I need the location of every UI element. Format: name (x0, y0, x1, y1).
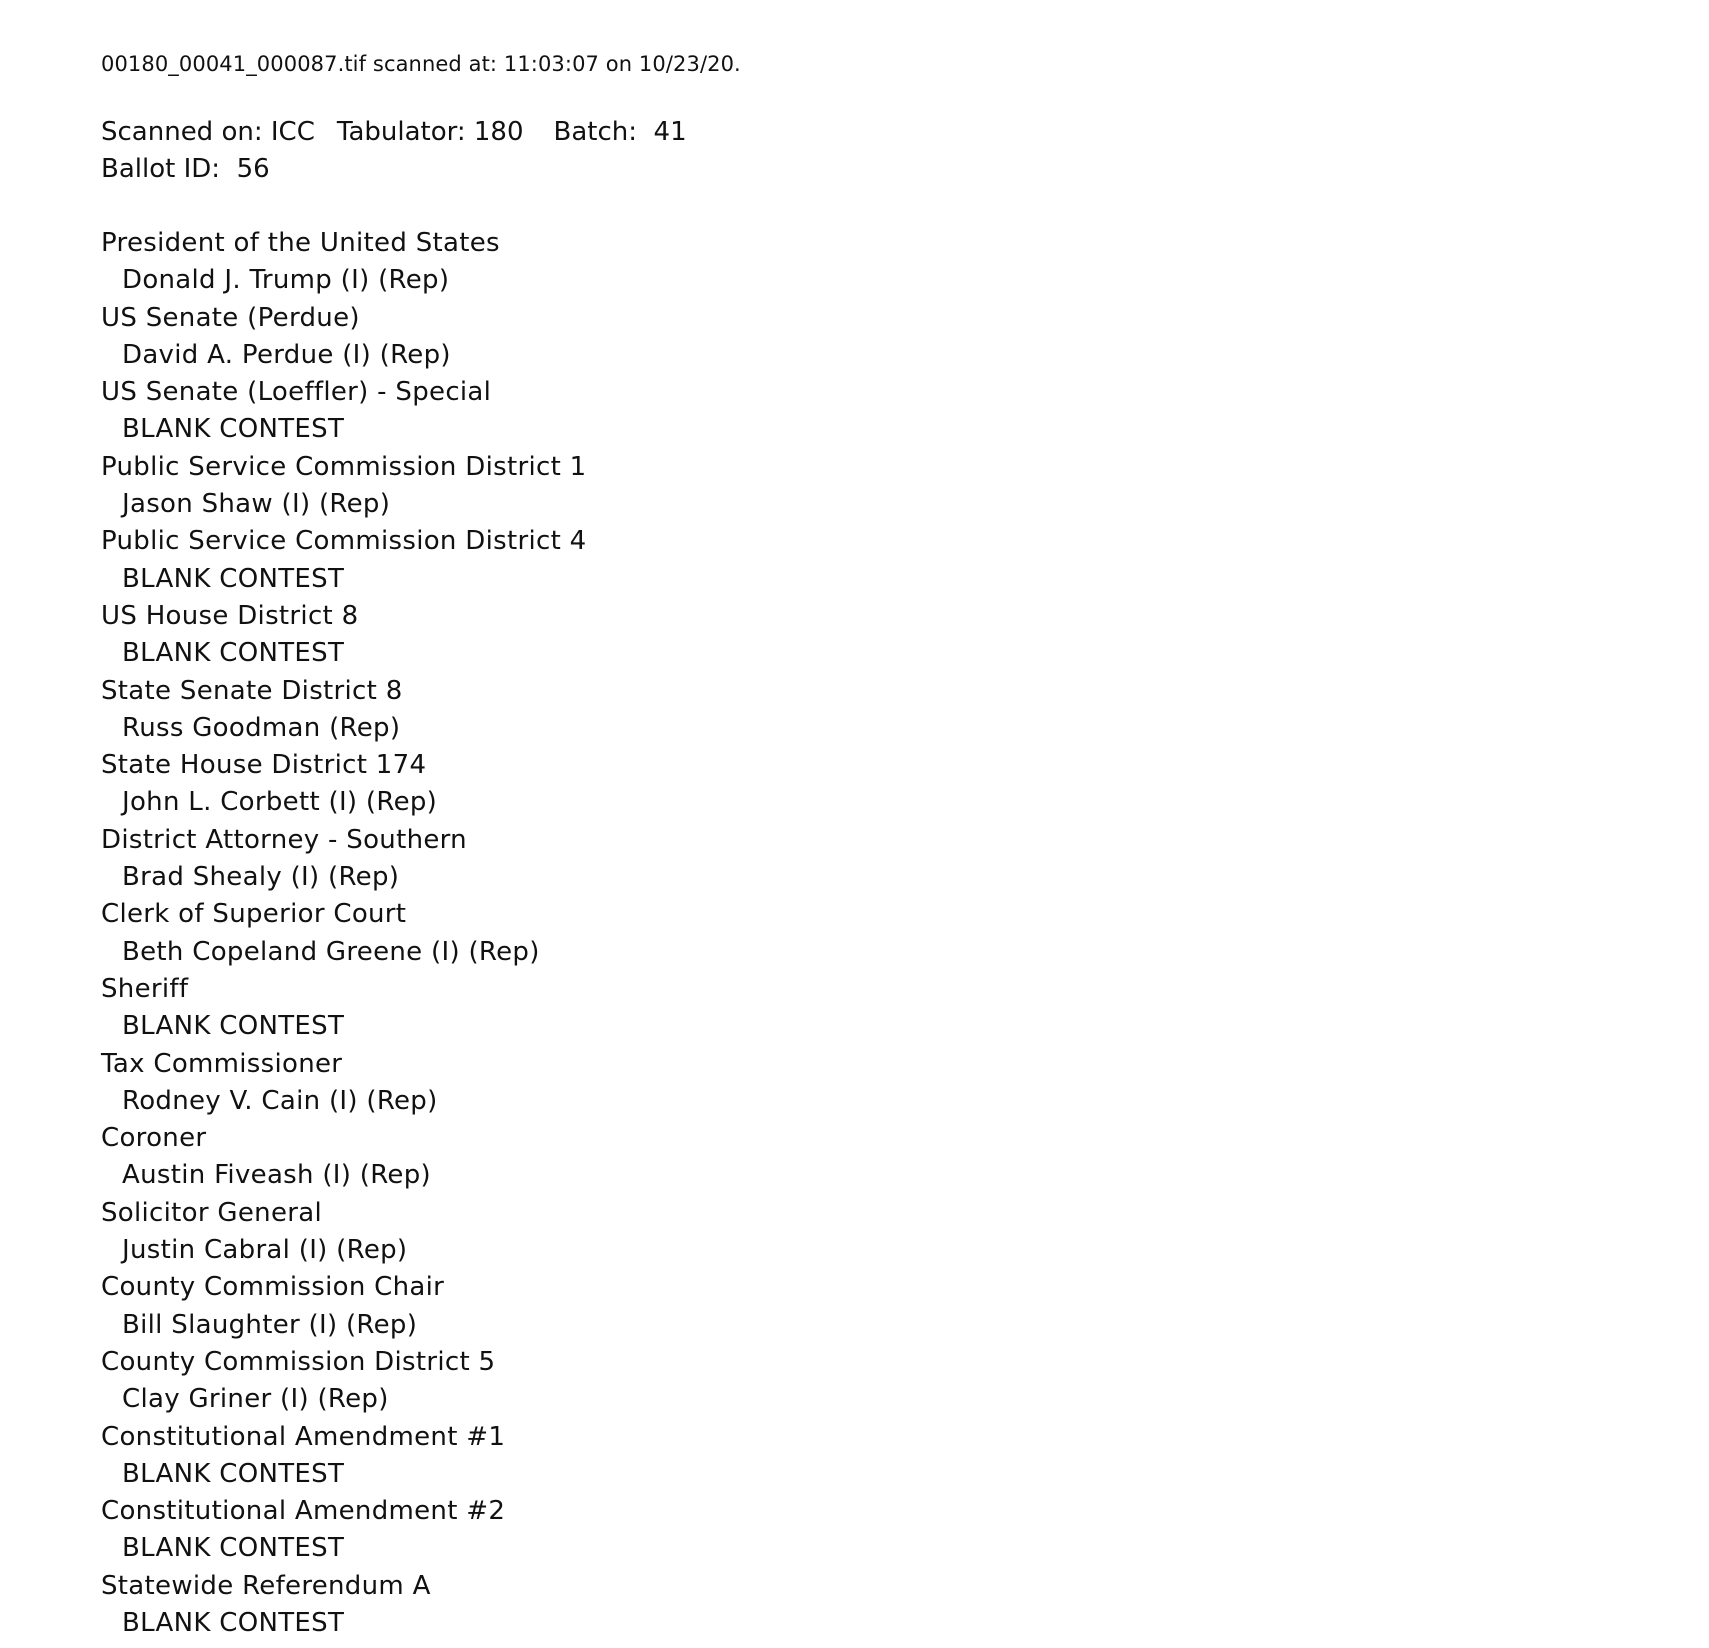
contest-choice: Beth Copeland Greene (I) (Rep) (122, 936, 540, 967)
contest-title: Clerk of Superior Court (101, 899, 407, 930)
ballot-meta (101, 114, 1601, 188)
ballot-id-label: Ballot ID: (101, 154, 221, 184)
contest-title: Constitutional Amendment #2 (101, 1496, 506, 1527)
contest-choice: Brad Shealy (I) (Rep) (122, 862, 400, 893)
contest-title: County Commission Chair (101, 1272, 445, 1303)
scan-date: 10/23/20. (638, 52, 741, 76)
contest-title: Coroner (101, 1123, 207, 1154)
contest-title: Public Service Commission District 4 (101, 526, 587, 557)
meta-row-ballot (101, 151, 1601, 188)
contest-choice: Clay Griner (I) (Rep) (122, 1384, 389, 1415)
contest-title: Sheriff (101, 973, 189, 1004)
contest-choice: BLANK CONTEST (122, 1533, 345, 1564)
contest-choice: BLANK CONTEST (122, 563, 345, 594)
batch-value: 41 (653, 117, 687, 147)
contest-choice: Justin Cabral (I) (Rep) (122, 1235, 408, 1266)
contest-title: County Commission District 5 (101, 1346, 496, 1377)
contest-title: State House District 174 (101, 750, 427, 781)
contest-choice: BLANK CONTEST (122, 1011, 345, 1042)
contest-title: Statewide Referendum A (101, 1570, 431, 1601)
tabulator-value: 180 (473, 117, 524, 147)
contest-choice: BLANK CONTEST (122, 1458, 345, 1489)
contest-choice: BLANK CONTEST (122, 638, 345, 669)
contest-title: US Senate (Loeffler) - Special (101, 377, 492, 408)
contest-choice: Russ Goodman (Rep) (122, 712, 401, 743)
contest-choice: Donald J. Trump (I) (Rep) (122, 265, 450, 296)
contest-title: Tax Commissioner (101, 1048, 343, 1079)
contest-title: President of the United States (101, 228, 500, 258)
contest-choice: BLANK CONTEST (122, 1607, 345, 1638)
contest-choice: David A. Perdue (I) (Rep) (122, 339, 451, 370)
contest-title: State Senate District 8 (101, 675, 403, 706)
contest-title: US Senate (Perdue) (101, 302, 360, 333)
contest-title: Public Service Commission District 1 (101, 451, 587, 482)
contest-title: District Attorney - Southern (101, 824, 467, 855)
ballot-report-page (101, 50, 1601, 1642)
contest-choice: Austin Fiveash (I) (Rep) (122, 1160, 431, 1191)
contest-title: Constitutional Amendment #1 (101, 1421, 506, 1452)
contest-choice: Jason Shaw (I) (Rep) (122, 489, 391, 520)
scan-on-label: on (605, 52, 633, 76)
scanned-on-label: Scanned on: (101, 117, 263, 147)
contest-list (101, 225, 1601, 1642)
meta-row-scan (101, 114, 1601, 151)
scan-filename: 00180_00041_000087.tif (101, 52, 367, 76)
contest-choice: Bill Slaughter (I) (Rep) (122, 1309, 418, 1340)
contest-title: Solicitor General (101, 1197, 322, 1228)
contest-choice: John L. Corbett (I) (Rep) (122, 787, 438, 818)
ballot-id-value: 56 (236, 154, 270, 184)
scan-time: 11:03:07 (503, 52, 599, 76)
contest-title: US House District 8 (101, 600, 359, 631)
batch-label: Batch: (553, 117, 638, 147)
scanned-at-label: scanned at: (372, 52, 498, 76)
scanned-on-value: ICC (270, 117, 315, 147)
tabulator-label: Tabulator: (336, 117, 466, 147)
scan-info-line (101, 50, 1601, 78)
contest-choice: Rodney V. Cain (I) (Rep) (122, 1085, 438, 1116)
contest-choice: BLANK CONTEST (122, 414, 345, 445)
